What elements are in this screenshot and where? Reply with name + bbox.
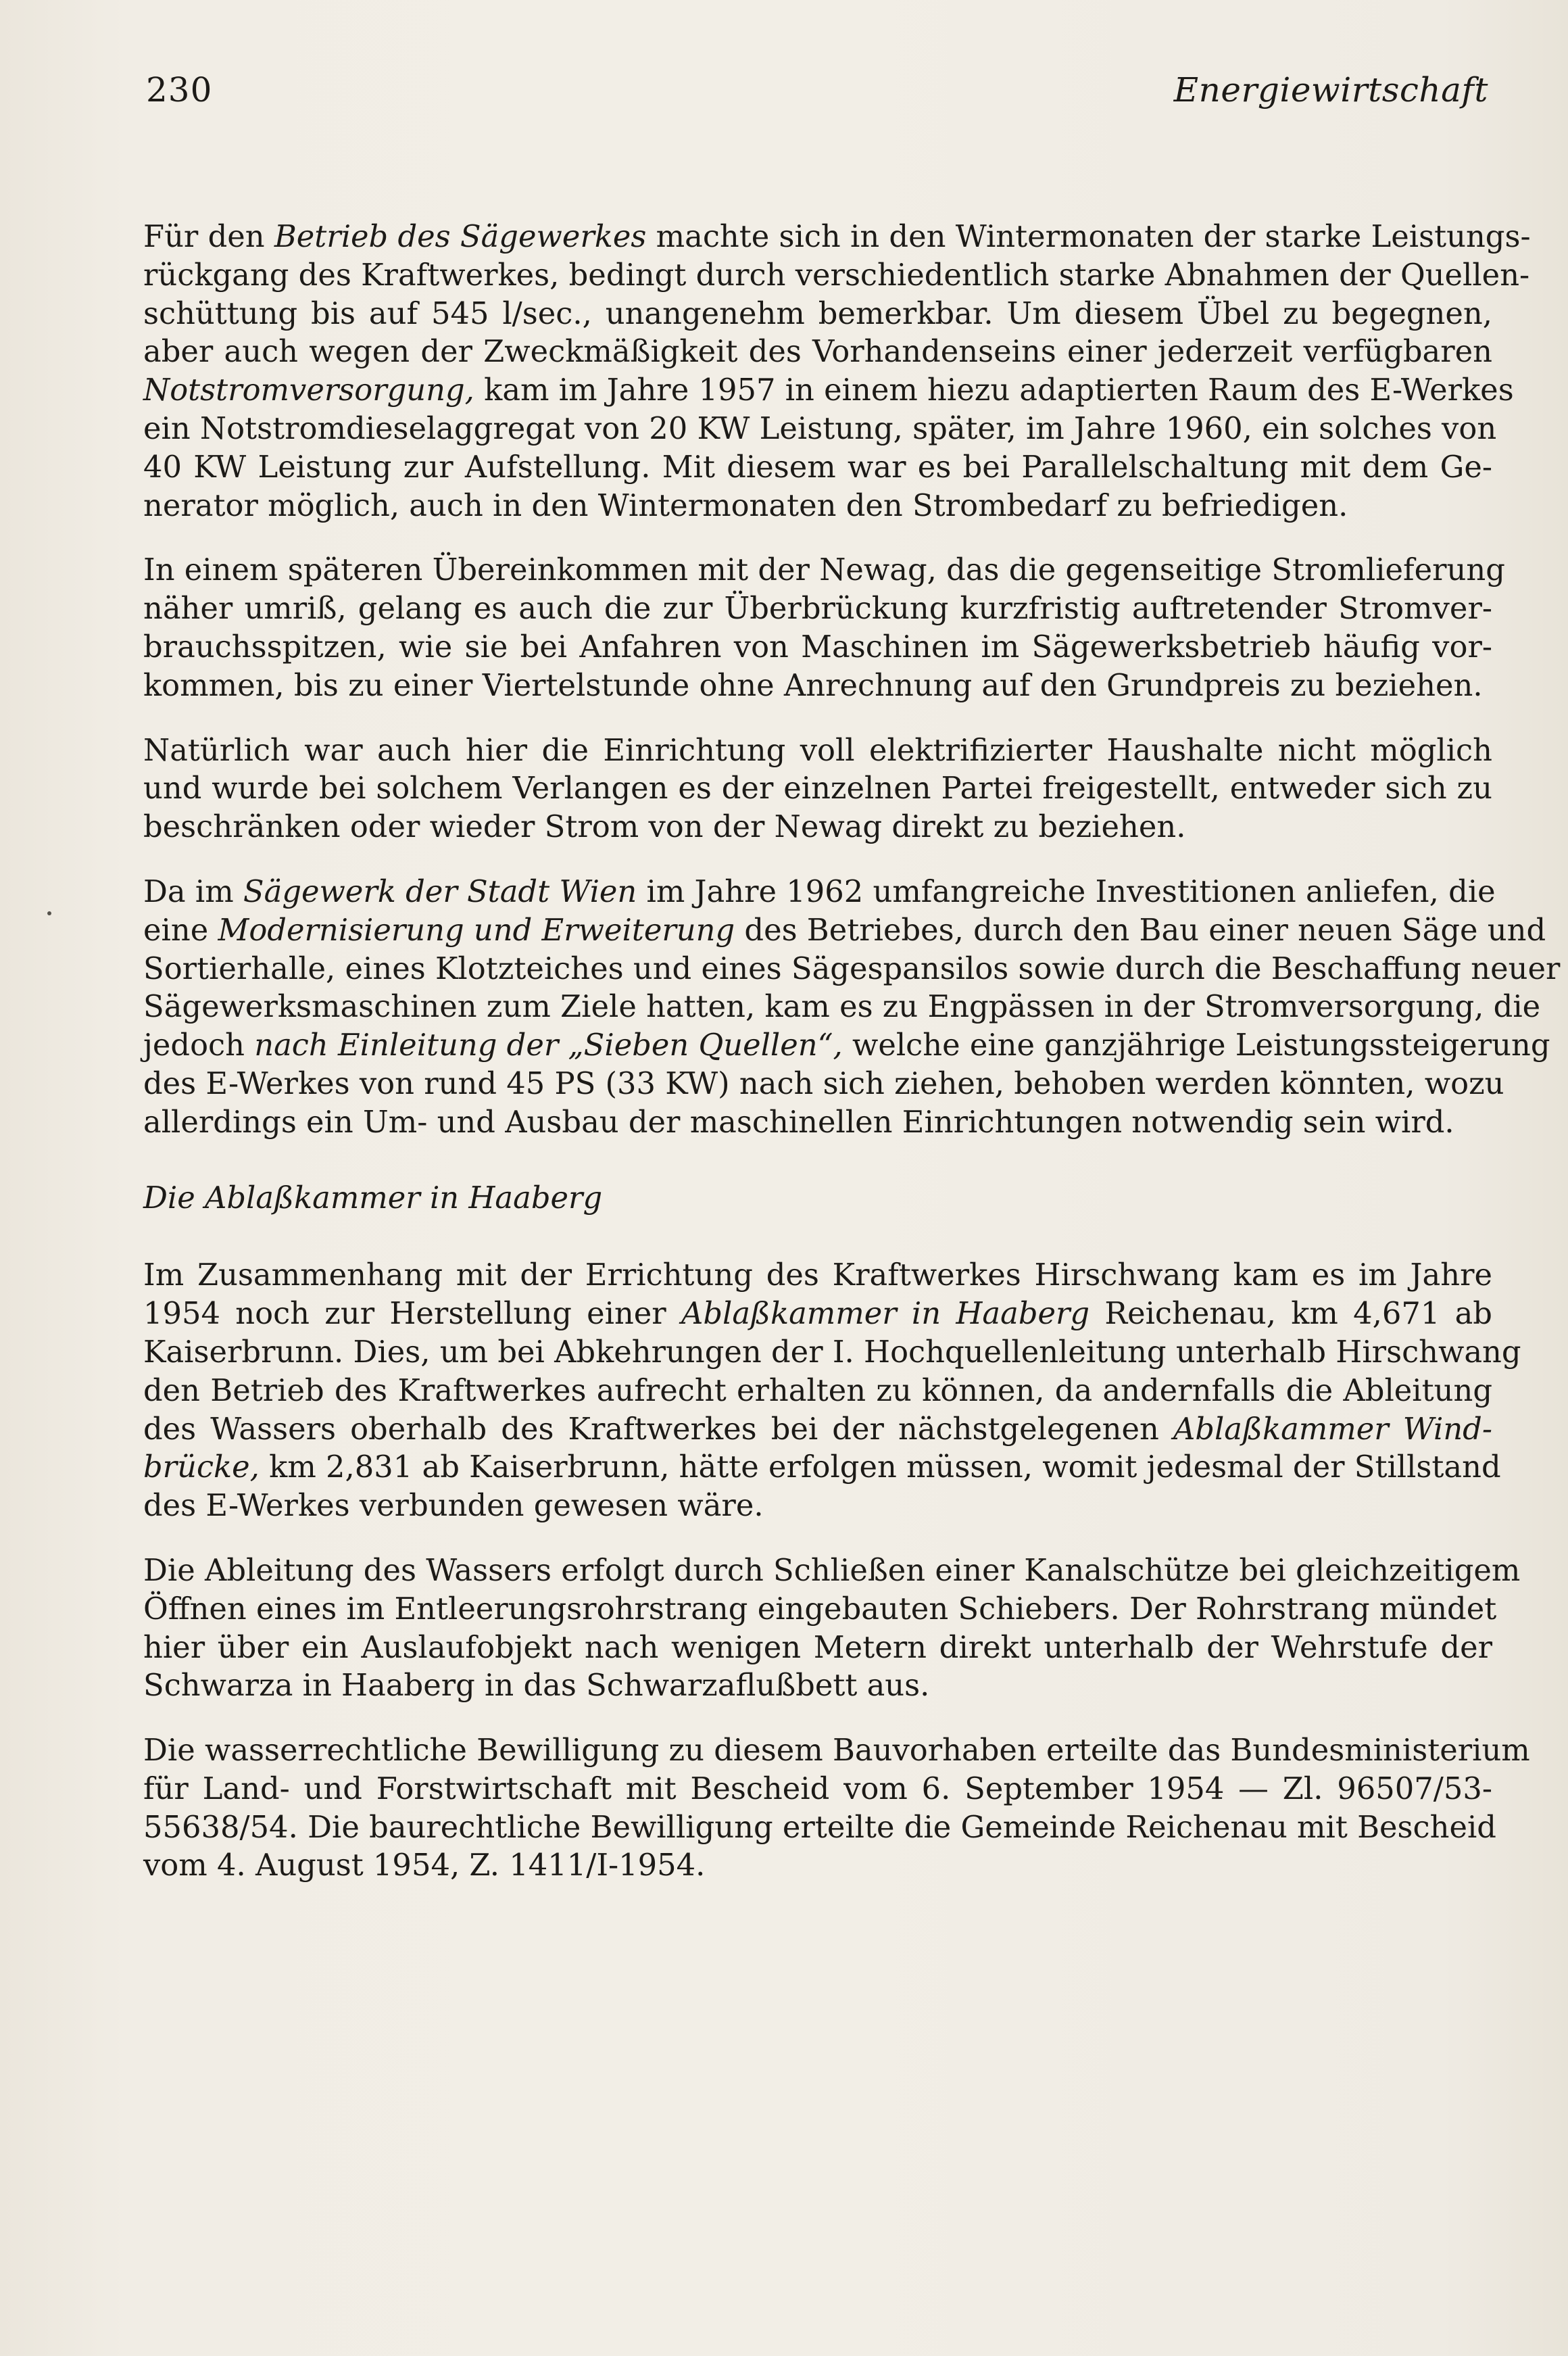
italic-term: Ablaßkammer in Haaberg (681, 1295, 1090, 1332)
text-line: ein Notstromdieselaggregat von 20 KW Leistung, später, im Jahre 1960, ein solches von (143, 410, 1497, 446)
italic-term: brücke, (143, 1449, 260, 1485)
text-line: kommen, bis zu einer Viertelstunde ohne Anrechnung auf den Grundpreis zu beziehen. (143, 667, 1483, 703)
text-line: Die wasserrechtliche Bewilligung zu diesem Bauvorhaben erteilte das Bundesministerium (143, 1732, 1530, 1769)
text-line: brauchsspitzen, wie sie bei Anfahren von Maschinen im Sägewerksbetrieb häufig vor- (143, 628, 1492, 665)
text-line: 40 KW Leistung zur Aufstellung. Mit diesem war es bei Parallelschaltung mit dem Ge- (143, 448, 1492, 485)
text-line: den Betrieb des Kraftwerkes aufrecht erhalten zu können, da andernfalls die Ableitung (143, 1372, 1492, 1408)
text-line (143, 371, 1514, 410)
text-line: nerator möglich, auch in den Wintermonaten den Strombedarf zu befriedigen. (143, 487, 1348, 523)
text-line (143, 873, 1496, 911)
text-run: des Betriebes, durch den Bau einer neuen Säge und (735, 911, 1546, 948)
text-line: allerdings ein Um- und Ausbau der maschinellen Einrichtungen notwendig sein wird. (143, 1103, 1454, 1140)
text-line: des E-Werkes verbunden gewesen wäre. (143, 1487, 764, 1524)
text-run: machte sich in den Wintermonaten der starke Leistungs- (646, 218, 1531, 254)
body-text (143, 218, 1561, 1911)
text-line: näher umriß, gelang es auch die zur Überbrückung kurzfristig auftretender Stromver- (143, 590, 1492, 627)
text-line: beschränken oder wieder Strom von der Newag direkt zu beziehen. (143, 809, 1186, 845)
text-line: schüttung bis auf 545 l/sec., unangenehm bemerkbar. Um diesem Übel zu begegnen, (143, 295, 1492, 331)
text-line: Im Zusammenhang mit der Errichtung des Kraftwerkes Hirschwang kam es im Jahre (143, 1257, 1492, 1293)
text-line: In einem späteren Übereinkommen mit der Newag, das die gegenseitige Stromlieferung (143, 552, 1505, 588)
italic-term: Betrieb des Sägewerkes (274, 218, 647, 254)
text-line: Kaiserbrunn. Dies, um bei Abkehrungen der I. Hochquellenleitung unterhalb Hirschwang (143, 1333, 1521, 1370)
text-line (143, 911, 1546, 950)
text-line (143, 1295, 1492, 1333)
italic-term: nach Einleitung der „Sieben Quellen“, (254, 1027, 843, 1063)
text-run: des Wassers oberhalb des Kraftwerkes bei der nächstgelegenen (143, 1410, 1173, 1447)
running-head (146, 70, 1488, 118)
text-line: Natürlich war auch hier die Einrichtung voll elektrifizierter Haushalte nicht möglich (143, 731, 1492, 768)
italic-term: Ablaßkammer Wind- (1173, 1410, 1492, 1447)
text-line: und wurde bei solchem Verlangen es der einzelnen Partei freigestellt, entweder sich zu (143, 770, 1492, 807)
paragraph-ablasskammer (143, 1256, 1521, 1525)
text-line: Die Ableitung des Wassers erfolgt durch Schließen einer Kanalschütze bei gleichzeitigem (143, 1552, 1521, 1588)
text-line: rückgang des Kraftwerkes, bedingt durch verschiedentlich starke Abnahmen der Quellen- (143, 256, 1530, 293)
paragraph-ableitung (143, 1552, 1521, 1705)
text-run: Reichenau, km 4,671 ab (1089, 1295, 1492, 1332)
paragraph-modernisierung (143, 873, 1561, 1142)
text-line (143, 1448, 1501, 1487)
section-heading: Die Ablaßkammer in Haaberg (143, 1179, 603, 1216)
text-run: eine (143, 911, 218, 948)
text-run: Für den (143, 218, 274, 254)
text-run: Da im (143, 873, 243, 909)
print-speck (47, 911, 51, 915)
text-line: Schwarza in Haaberg in das Schwarzaflußbett aus. (143, 1667, 930, 1704)
text-line (143, 1410, 1492, 1449)
text-line: für Land- und Forstwirtschaft mit Bescheid vom 6. September 1954 — Zl. 96507/53- (143, 1770, 1492, 1806)
running-title: Energiewirtschaft (1173, 70, 1488, 110)
page-number: 230 (146, 70, 213, 110)
text-run: welche eine ganzjährige Leistungssteigerung (842, 1027, 1550, 1063)
text-run: km 2,831 ab Kaiserbrunn, hätte erfolgen müssen, womit jedesmal der Stillstand (259, 1449, 1501, 1485)
text-line: hier über ein Auslaufobjekt nach wenigen Metern direkt unterhalb der Wehrstufe der (143, 1629, 1492, 1665)
paragraph-haushalte (143, 731, 1492, 846)
text-run: jedoch (143, 1027, 255, 1063)
text-line (143, 218, 1531, 256)
italic-term: Sägewerk der Stadt Wien (243, 873, 637, 909)
text-line: Sägewerksmaschinen zum Ziele hatten, kam es zu Engpässen in der Stromversorgung, die (143, 988, 1541, 1025)
text-line: aber auch wegen der Zweckmäßigkeit des Vorhandenseins einer jederzeit verfügbaren (143, 333, 1492, 370)
italic-term: Notstromversorgung, (143, 372, 474, 408)
text-line: 55638/54. Die baurechtliche Bewilligung erteilte die Gemeinde Reichenau mit Bescheid (143, 1808, 1496, 1845)
text-line: vom 4. August 1954, Z. 1411/I-1954. (143, 1847, 706, 1883)
text-run: kam im Jahre 1957 in einem hiezu adaptierten Raum des E-Werkes (474, 372, 1514, 408)
paragraph-saegewerk-betrieb (143, 218, 1531, 525)
text-run: 1954 noch zur Herstellung einer (143, 1295, 681, 1332)
text-line (143, 1026, 1550, 1065)
text-line: Öffnen eines im Entleerungsrohrstrang eingebauten Schiebers. Der Rohrstrang mündet (143, 1590, 1497, 1627)
text-line: des E-Werkes von rund 45 PS (33 KW) nach sich ziehen, behoben werden könnten, wozu (143, 1065, 1504, 1101)
italic-term: Modernisierung und Erweiterung (218, 911, 735, 948)
text-line: Sortierhalle, eines Klotzteiches und eines Sägespansilos sowie durch die Beschaffung neuer (143, 950, 1561, 986)
text-run: im Jahre 1962 umfangreiche Investitionen anliefen, die (637, 873, 1496, 909)
paragraph-bewilligung (143, 1731, 1530, 1885)
paragraph-newag-uebereinkommen (143, 551, 1505, 704)
